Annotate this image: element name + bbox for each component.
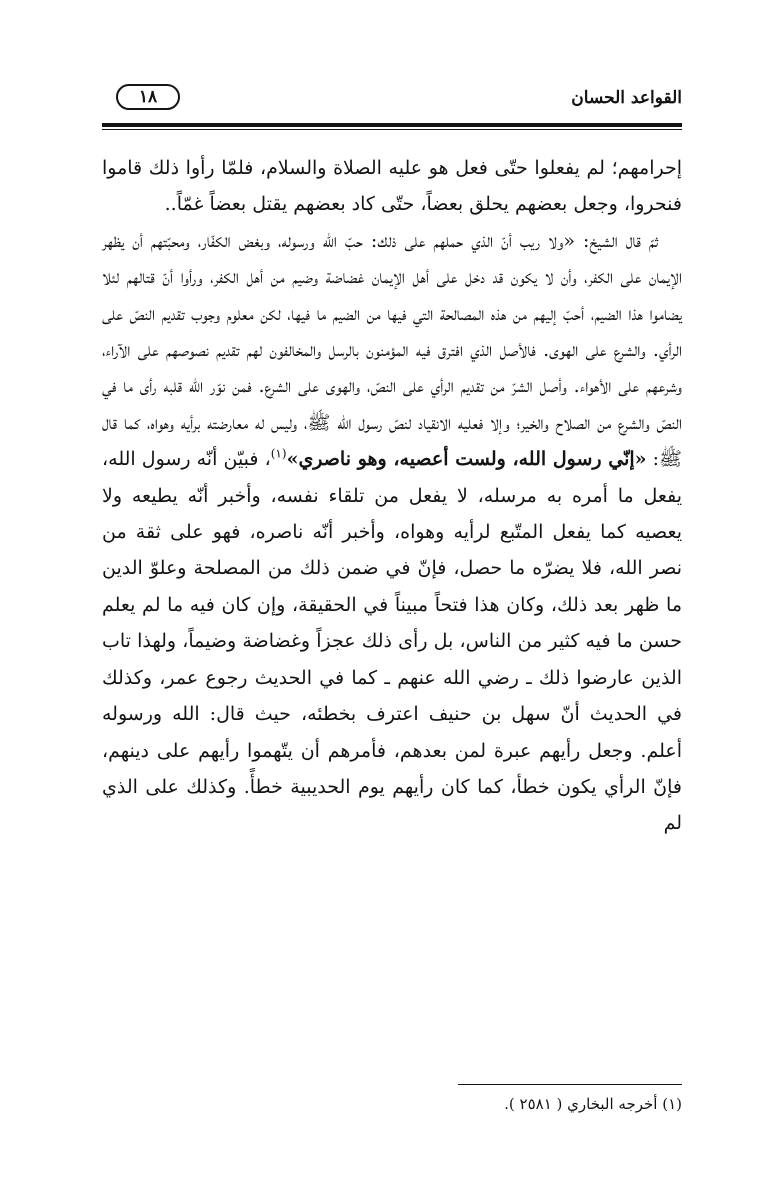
hadith-quote: «إنّي رسول الله، ولست أعصيه، وهو ناصري» <box>286 448 647 471</box>
paragraph-2 <box>102 223 682 842</box>
footnote-separator <box>458 1084 682 1085</box>
footnote-1: (١) أخرجه البخاري ( ٢٥٨١ ). <box>504 1095 682 1113</box>
header-rule-thick <box>102 123 682 127</box>
page-number: ١٨ <box>116 84 180 110</box>
running-title: القواعد الحسان <box>571 88 682 108</box>
footnote-marker: (١) <box>270 446 287 461</box>
paragraph-1: إحرامهم؛ لم يفعلوا حتّى فعل هو عليه الصلاة والسلام، فلمّا رأوا ذلك قاموا فنحروا، وجعل بعضهم يحلق بعضاً، حتّى كاد بعضهم يقتل بعضاً غمّاً.. <box>102 157 682 216</box>
paragraph-2-rest: ، فبيّن أنّه رسول الله، يفعل ما أمره به مرسله، لا يفعل من تلقاء نفسه، وأخبر أنّه يطيعه ولا يعصيه كما يفعل المتّبع لرأيه وهواه، وأخبر أنّه ناصره، فهو على ثقة من نصر الله، فلا يضرّه ما حصل، فإنّ في ضمن ذلك من المصلحة وعلوّ الدين ما ظهر بعد ذلك، وكان هذا فتحاً مبيناً في الحقيقة، وإن كان فيه ما لم يعلم حسن ما فيه كثير من الناس، بل رأى ذلك عجزاً وغضاضة وضيماً، ولهذا تاب الذين عارضوا ذلك ـ رضي الله عنهم ـ كما في الحديث رجوع عمر، وكذلك في الحديث أنّ سهل بن حنيف اعترف بخطئه، حيث قال: الله ورسوله أعلم. وجعل رأيهم عبرة لمن بعدهم، فأمرهم أن يتّهموا رأيهم على دينهم، فإنّ الرأي يكون خطأ، كما كان رأيهم يوم الحديبية خطأً. وكذلك على الذي لم <box>102 448 682 835</box>
page-header <box>102 84 682 118</box>
main-text <box>102 150 682 842</box>
header-rule-thin <box>102 129 682 130</box>
quote-intro: ثمّ قال الشيخ: <box>582 229 658 252</box>
sheikh-quote: «ولا ريب أنّ الذي حملهم على ذلك: حبّ الله ورسوله، وبغض الكفّار، ومحبّتهم أن يظهر الإيمان على الكفر، وأن لا يكون قد دخل على أهل الإيمان غضاضة وضيم من أهل الكفر، ورأوا أنّ قتالهم لئلا يضاموا هذا الضيم، أحبّ إليهم من هذه المصالحة التي فيها من الضيم ما فيها، لكن معلوم وجوب تقديم النصّ على الرأي. والشرع على الهوى. فالأصل الذي افترق فيه المؤمنون بالرسل والمخالفون لهم تقديم نصوصهم على الآراء، وشرعهم على الأهواء. وأصل الشرّ من تقديم الرأي على النصّ، والهوى على الشرع. فمن نوّر الله قلبه رأى ما في النصّ والشرع من الصلاح والخير؛ وإلا فعليه الانقياد لنصّ رسول الله ﷺ، وليس له معارضته برأيه وهواه، كما قال ﷺ: <box>102 229 682 471</box>
